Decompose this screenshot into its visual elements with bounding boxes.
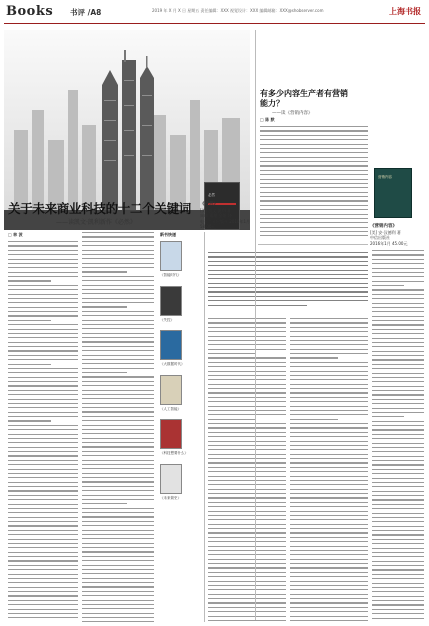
sidebar-label: 新书快递 <box>160 232 176 237</box>
book-title: 《失控》 <box>160 317 174 322</box>
new-books-sidebar <box>160 232 200 508</box>
book-thumbnail <box>160 286 182 316</box>
right-article-byline: □ 陈 默 <box>260 117 275 122</box>
header-rule <box>4 23 425 24</box>
book-info-line: 电子工业出版社 2016年1月 58.00元 <box>200 218 250 229</box>
article-column-2 <box>82 232 154 622</box>
book-thumbnail <box>160 330 182 360</box>
right-book-info-line: 2016年1月 45.00元 <box>370 240 408 246</box>
section-label-cn: 书评 /A8 <box>70 8 102 17</box>
right-book-info-line: [美] 安·汉德利 著 <box>370 229 401 235</box>
right-book-info-title: 《营销内容》 <box>370 224 397 229</box>
sidebar-book[interactable] <box>160 286 200 323</box>
article-subheadline: ——读凯文·凯利新作《必然》 <box>56 219 136 226</box>
sidebar-book[interactable] <box>160 464 200 501</box>
book-info-line: [美] 凯文·凯利 著 <box>200 207 231 213</box>
book-info-title: 《必然》 <box>200 202 218 207</box>
article-byline: □ 林 波 <box>8 232 23 237</box>
page-header <box>0 0 429 26</box>
right-book-info-line: 中信出版社 <box>370 235 390 240</box>
section-divider <box>258 244 368 245</box>
book-thumbnail <box>160 464 182 494</box>
book-info-box <box>200 202 260 230</box>
book-title: 《未来简史》 <box>160 495 181 500</box>
right-article-headline: 有多少内容生产者有营销能力？ <box>260 88 348 108</box>
book-thumbnail <box>160 375 182 405</box>
article-headline: 关于未来商业科技的十二个关键词 <box>8 201 192 216</box>
article-column-4 <box>290 318 368 623</box>
right-book-cover <box>374 168 412 218</box>
article-column-3 <box>208 318 286 623</box>
column-divider <box>255 30 256 620</box>
book-title: 《大数据时代》 <box>160 362 185 366</box>
sidebar-book[interactable] <box>160 375 200 412</box>
issue-info: 2019 年 X 月 X 日 星期五 责任编辑：XXX 视觉设计：XXX 编辑邮箱：XXX@shobserver.com <box>152 8 324 13</box>
section-label-en: Books <box>6 4 54 19</box>
article-column-1 <box>8 232 78 622</box>
right-article-subheadline: ——读《营销内容》 <box>272 111 313 116</box>
article-column-5 <box>372 250 424 622</box>
right-article-intro <box>260 126 368 236</box>
newspaper-name: 上海书报 <box>389 6 421 16</box>
right-book-info <box>370 224 422 246</box>
book-thumbnail <box>160 241 182 271</box>
sidebar-book[interactable] <box>160 330 200 367</box>
book-title: 《智能时代》 <box>160 273 181 277</box>
book-info-line: 周峰 董理 金阳 译 <box>200 213 232 218</box>
book-title: 《科技想要什么》 <box>160 451 188 455</box>
book-cover-title: 必然 <box>208 193 215 197</box>
right-book-cover-title: 营销内容 <box>378 175 392 179</box>
pull-quote-block <box>208 252 368 309</box>
column-divider <box>204 232 205 622</box>
sidebar-book[interactable] <box>160 419 200 456</box>
sidebar-book[interactable] <box>160 241 200 278</box>
book-title: 《人工智能》 <box>160 406 181 411</box>
book-thumbnail <box>160 419 182 449</box>
